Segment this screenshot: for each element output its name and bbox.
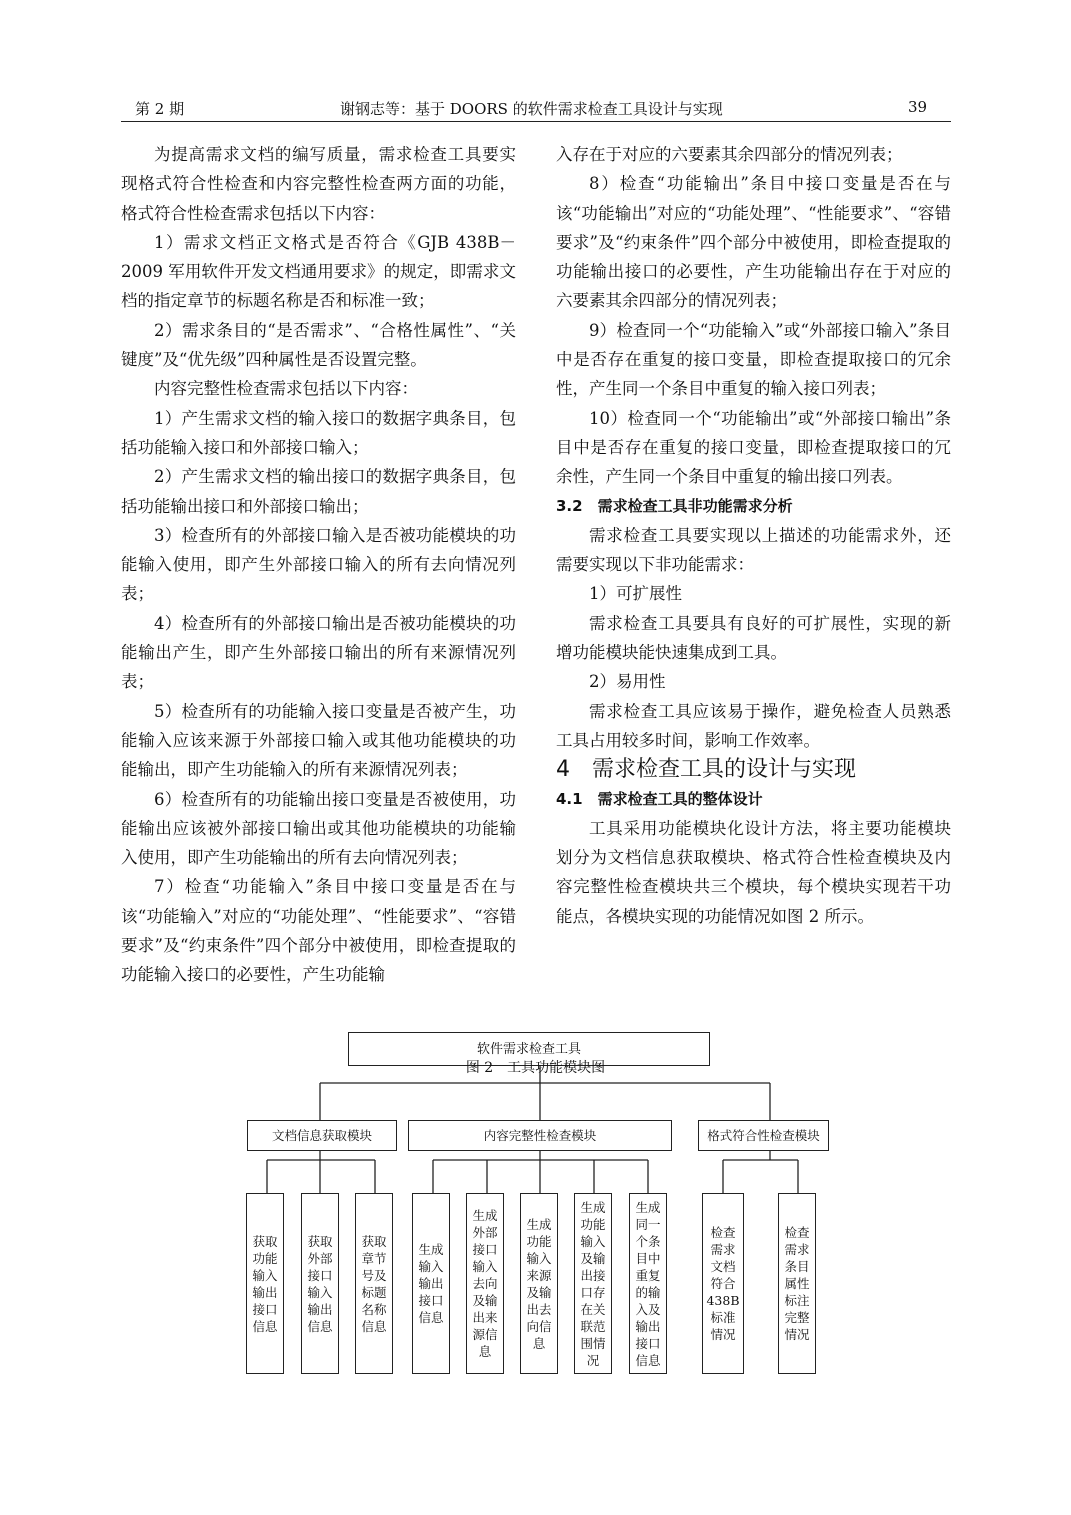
paragraph: 7）检查“功能输入”条目中接口变量是否在与该“功能输入”对应的“功能处理”、“性能要求”、“容错要求”及“约束条件”四个部分中被使用，即检查提取的功能输入接口的必要性，产生功能输 bbox=[121, 877, 516, 985]
paragraph: 6）检查所有的功能输出接口变量是否被使用，功能输出应该被外部接口输出或其他功能模块的功能输入使用，即产生功能输出的所有去向情况列表； bbox=[121, 789, 516, 868]
figure-leaf-box: 生成功能输入来源及输出去向信息 bbox=[520, 1193, 558, 1374]
figure-leaf-box: 生成输入输出接口信息 bbox=[412, 1193, 450, 1374]
paragraph: 需求检查工具应该易于操作，避免检查人员熟悉工具占用较多时间，影响工作效率。 bbox=[556, 701, 951, 750]
paragraph: 8）检查“功能输出”条目中接口变量是否在与该“功能输出”对应的“功能处理”、“性能要求”、“容错要求”及“约束条件”四个部分中被使用，即检查提取的功能输出接口的必要性，产生功能输出存在于对应的六要素其余四部分的情况列表； bbox=[556, 174, 951, 311]
paragraph: 需求检查工具要实现以上描述的功能需求外，还需要实现以下非功能需求： bbox=[556, 525, 951, 575]
paragraph: 入存在于对应的六要素其余四部分的情况列表； bbox=[556, 145, 903, 164]
figure-leaf-box: 检查需求条目属性标注完整情况 bbox=[778, 1193, 816, 1374]
paragraph: 2）产生需求文档的输出接口的数据字典条目，包括功能输出接口和外部接口输出； bbox=[121, 467, 516, 516]
paragraph: 5）检查所有的功能输入接口变量是否被产生，功能输入应该来源于外部接口输入或其他功能模块的功能输出，即产生功能输入的所有来源情况列表； bbox=[121, 701, 516, 780]
paragraph: 1）需求文档正文格式是否符合《GJB 438B－2009 军用软件开发文档通用要求》的规定，即需求文档的指定章节的标题名称是否和标准一致； bbox=[121, 232, 516, 311]
figure-leaf-box: 获取功能输入输出接口信息 bbox=[246, 1193, 284, 1374]
paragraph: 1）产生需求文档的输入接口的数据字典条目，包括功能输入接口和外部接口输入； bbox=[121, 408, 516, 457]
section-heading-4: 4 需求检查工具的设计与实现 bbox=[556, 757, 856, 783]
paragraph: 2）需求条目的“是否需求”、“合格性属性”、“关键度”及“优先级”四种属性是否设置完整。 bbox=[121, 320, 516, 370]
section-heading-4-1: 4.1 需求检查工具的整体设计 bbox=[556, 789, 763, 808]
figure-module-box: 格式符合性检查模块 bbox=[698, 1120, 829, 1151]
figure-leaf-box: 获取章节号及标题名称信息 bbox=[355, 1193, 393, 1374]
figure-leaf-box: 生成同一个条目中重复的输入及输出接口信息 bbox=[629, 1193, 667, 1374]
paragraph: 3）检查所有的外部接口输入是否被功能模块的功能输入使用，即产生外部接口输入的所有去向情况列表； bbox=[121, 525, 516, 604]
issue-label: 第 2 期 bbox=[135, 100, 185, 118]
list-item-title: 1）可扩展性 bbox=[589, 584, 682, 604]
paragraph: 工具采用功能模块化设计方法，将主要功能模块划分为文档信息获取模块、格式符合性检查模块及内容完整性检查模块共三个模块，每个模块实现若干功能点，各模块实现的功能情况如图 2 所示。 bbox=[556, 818, 951, 926]
page-number: 39 bbox=[908, 98, 928, 116]
list-item-title: 2）易用性 bbox=[589, 672, 666, 692]
figure-leaf-box: 检查需求文档符合438B标准情况 bbox=[702, 1193, 744, 1374]
figure-module-box: 内容完整性检查模块 bbox=[408, 1120, 672, 1151]
paragraph: 10）检查同一个“功能输出”或“外部接口输出”条目中是否存在重复的接口变量，即检查提取接口的冗余性，产生同一个条目中重复的输出接口列表。 bbox=[556, 408, 951, 487]
paragraph: 需求检查工具要具有良好的可扩展性，实现的新增功能模块能快速集成到工具。 bbox=[556, 613, 951, 663]
figure-leaf-box: 生成外部接口输入去向及输出来源信息 bbox=[466, 1193, 504, 1374]
running-title: 谢钢志等：基于 DOORS 的软件需求检查工具设计与实现 bbox=[340, 100, 723, 118]
paragraph: 4）检查所有的外部接口输出是否被功能模块的功能输出产生，即产生外部接口输出的所有来源情况列表； bbox=[121, 613, 516, 692]
section-heading-3-2: 3.2 需求检查工具非功能需求分析 bbox=[556, 496, 793, 515]
figure-leaf-box: 生成功能输入及输出接口存在关联范围情况 bbox=[574, 1193, 612, 1374]
figure-root-box: 软件需求检查工具 bbox=[348, 1032, 710, 1066]
paragraph: 为提高需求文档的编写质量，需求检查工具要实现格式符合性检查和内容完整性检查两方面的功能，格式符合性检查需求包括以下内容： bbox=[121, 145, 516, 223]
figure-leaf-box: 获取外部接口输入输出信息 bbox=[301, 1193, 339, 1374]
figure-caption: 图 2 工具功能模块图 bbox=[465, 1060, 606, 1076]
paragraph: 内容完整性检查需求包括以下内容： bbox=[154, 379, 418, 399]
paragraph: 9）检查同一个“功能输入”或“外部接口输入”条目中是否存在重复的接口变量，即检查提取接口的冗余性，产生同一个条目中重复的输入接口列表； bbox=[556, 320, 951, 399]
figure-module-box: 文档信息获取模块 bbox=[247, 1120, 397, 1151]
